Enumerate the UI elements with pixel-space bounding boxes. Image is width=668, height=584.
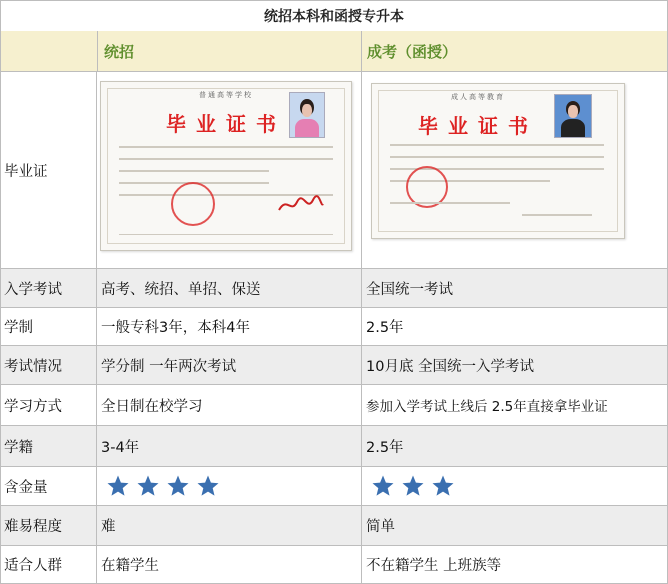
table-row-value xyxy=(1,467,667,506)
row-label: 含金量 xyxy=(1,467,97,505)
cell-col-a xyxy=(98,467,362,505)
star-icon xyxy=(371,474,395,498)
header-col-b: 成考（函授） xyxy=(367,42,458,61)
star-icon xyxy=(431,474,455,498)
star-rating-b xyxy=(371,474,455,498)
table-row xyxy=(1,385,667,426)
cert-school-name: 成人高等教育 xyxy=(451,93,505,101)
cell-col-b: 2.5年 xyxy=(366,320,404,336)
table-row-certificate xyxy=(1,72,667,269)
row-label: 毕业证 xyxy=(1,72,97,268)
row-label: 难易程度 xyxy=(1,506,97,545)
cert-text-line xyxy=(119,158,333,160)
certificate-image-a xyxy=(100,81,352,251)
cert-text-line xyxy=(390,202,510,204)
row-label: 适合人群 xyxy=(1,546,97,583)
cert-footer-line xyxy=(119,234,333,235)
student-photo xyxy=(289,92,325,138)
header-col-a: 统招 xyxy=(98,31,362,71)
table-row xyxy=(1,346,667,385)
cert-school-name: 普通高等学校 xyxy=(199,91,253,99)
cell-col-a: 一般专科3年，本科4年 xyxy=(98,308,362,345)
cell-col-a: 高考、统招、单招、保送 xyxy=(98,269,362,307)
table-row xyxy=(1,426,667,467)
cell-col-b: 全国统一考试 xyxy=(366,281,453,298)
star-icon xyxy=(166,474,190,498)
cert-text-line xyxy=(522,214,592,216)
cert-title: 毕业证书 xyxy=(166,112,286,136)
cell-col-a: 全日制在校学习 xyxy=(98,385,362,425)
table-row xyxy=(1,546,667,583)
signature xyxy=(277,194,325,220)
cell-col-b: 简单 xyxy=(366,519,395,535)
star-icon xyxy=(401,474,425,498)
header-blank-cell xyxy=(1,31,98,71)
red-seal xyxy=(171,182,215,226)
header-row xyxy=(1,31,667,72)
table-row xyxy=(1,269,667,308)
cell-col-a: 学分制 一年两次考试 xyxy=(98,346,362,384)
cell-col-a: 3-4年 xyxy=(98,426,362,466)
star-rating-a xyxy=(106,474,220,498)
row-label: 学习方式 xyxy=(1,385,97,425)
cert-text-line xyxy=(390,144,604,146)
certificate-image-b xyxy=(371,83,625,239)
star-icon xyxy=(196,474,220,498)
star-icon xyxy=(136,474,160,498)
cert-text-line xyxy=(119,170,269,172)
cell-col-b: 2.5年 xyxy=(366,439,404,456)
table-row xyxy=(1,506,667,546)
row-label: 入学考试 xyxy=(1,269,97,307)
cell-col-b: 不在籍学生 上班族等 xyxy=(366,558,502,574)
row-label: 学制 xyxy=(1,308,97,345)
cert-text-line xyxy=(119,146,333,148)
cert-title: 毕业证书 xyxy=(418,114,538,138)
cell-col-b: 10月底 全国统一入学考试 xyxy=(366,358,535,375)
student-photo xyxy=(554,94,592,138)
star-icon xyxy=(106,474,130,498)
row-label: 学籍 xyxy=(1,426,97,466)
cell-col-a: 在籍学生 xyxy=(98,546,362,583)
cell-col-b: 参加入学考试上线后 2.5年直接拿毕业证 xyxy=(366,399,608,415)
table-row xyxy=(1,308,667,346)
cert-text-line xyxy=(390,156,604,158)
cell-col-b xyxy=(363,467,667,505)
table-title: 统招本科和函授专升本 xyxy=(1,1,667,32)
row-label: 考试情况 xyxy=(1,346,97,384)
cell-col-a: 难 xyxy=(98,506,362,545)
